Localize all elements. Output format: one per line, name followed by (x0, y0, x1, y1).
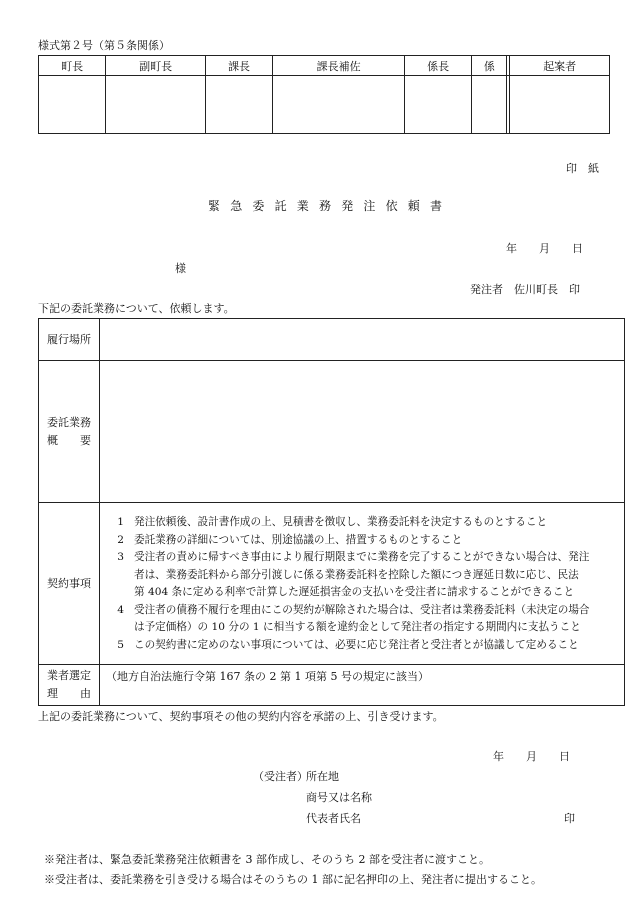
approval-header: 係 (472, 56, 507, 76)
accept-date[interactable]: 年 月 日 (493, 750, 570, 763)
request-table (38, 318, 625, 706)
terms-text: 委託業務の詳細については、別途協議の上、措置するものとすること (134, 533, 463, 546)
seal-box[interactable] (510, 76, 610, 134)
name-label: 商号又は名称 (306, 791, 372, 804)
reason-label (39, 665, 100, 706)
terms-number: 1 (117, 516, 124, 528)
contractor-role: （受注者） (253, 770, 308, 783)
reason-label-line2: 理 由 (47, 687, 91, 700)
approval-header: 課長 (205, 56, 272, 76)
summary-field[interactable] (100, 361, 625, 503)
approval-seal-row (39, 76, 610, 134)
terms-item (100, 532, 624, 550)
terms-text: 第 404 条に定める利率で計算した遅延損害金の支払いを受注者に請求することができること (134, 586, 575, 598)
terms-number: 4 (117, 603, 124, 616)
reason-label-line1: 業者選定 (47, 669, 91, 682)
terms-text: 者は、業務委託料から部分引渡しに係る業務委託料を控除した額につき遅延日数に応じ、民法 (134, 568, 579, 581)
terms-row (39, 503, 625, 665)
terms-number: 2 (117, 533, 124, 546)
terms-item-cont (100, 584, 624, 602)
terms-list (100, 514, 624, 654)
note-1: ※発注者は、緊急委託業務発注依頼書を 3 部作成し、そのうち 2 部を受注者に渡すこと。 (44, 853, 490, 866)
approval-table (38, 55, 610, 134)
terms-item-cont (100, 619, 624, 637)
accept-text: 上記の委託業務について、契約事項その他の契約内容を承諾の上、引き受けます。 (38, 710, 444, 723)
intro-text: 下記の委託業務について、依頼します。 (38, 302, 235, 315)
seal-box[interactable] (106, 76, 206, 134)
seal-box[interactable] (405, 76, 472, 134)
summary-label (39, 361, 100, 503)
terms-number: 3 (117, 551, 124, 563)
approval-header: 町長 (39, 56, 106, 76)
document-title: 緊急委託業務発注依頼書 (208, 199, 453, 213)
stamp-area: 印 紙 (566, 162, 599, 175)
reason-text: （地方自治法施行令第 167 条の 2 第 1 項第 5 号の規定に該当） (106, 670, 429, 683)
approval-header: 起案者 (510, 56, 610, 76)
seal-box[interactable] (273, 76, 405, 134)
address-label: 所在地 (306, 770, 339, 783)
terms-text: 発注依頼後、設計書作成の上、見積書を徴収し、業務委託料を決定するものとすること (134, 516, 548, 528)
rep-label: 代表者氏名 (306, 812, 361, 825)
terms-text: 受注者の責めに帰すべき事由により履行期限までに業務を完了することができない場合は、発注 (134, 551, 590, 563)
form-id: 様式第２号（第５条関係） (38, 39, 170, 52)
approval-header: 係長 (405, 56, 472, 76)
terms-item (100, 637, 624, 655)
approval-header: 課長補佐 (273, 56, 405, 76)
summary-label-line1: 委託業務 (47, 415, 91, 429)
reason-row (39, 665, 625, 706)
seal-box[interactable] (205, 76, 272, 134)
orderer-line: 発注者 佐川町長 印 (470, 283, 580, 296)
terms-text: は予定価格）の 10 分の 1 に相当する額を違約金として発注者の指定する期間内に支払うこと (134, 621, 581, 633)
terms-text: 受注者の債務不履行を理由にこの契約が解除された場合は、受注者は業務委託料（未決定の場合 (134, 603, 590, 616)
terms-item (100, 514, 624, 532)
terms-item-cont (100, 567, 624, 585)
seal-mark: 印 (564, 812, 575, 825)
terms-item (100, 549, 624, 567)
terms-text: この契約書に定めのない事項については、必要に応じ発注者と受注者とが協議して定めること (134, 638, 579, 651)
approval-header: 副町長 (106, 56, 206, 76)
summary-label-line2: 概 要 (47, 433, 91, 447)
summary-row (39, 361, 625, 503)
seal-box[interactable] (472, 76, 507, 134)
seal-box[interactable] (39, 76, 106, 134)
location-row (39, 319, 625, 361)
location-field[interactable] (100, 319, 625, 361)
approval-header-row (39, 56, 610, 76)
terms-content (100, 503, 625, 665)
terms-number: 5 (117, 638, 124, 651)
terms-item (100, 602, 624, 620)
recipient-suffix: 様 (175, 262, 186, 275)
issue-date[interactable]: 年 月 日 (506, 242, 583, 255)
terms-label: 契約事項 (39, 503, 100, 665)
note-2: ※受注者は、委託業務を引き受ける場合はそのうちの 1 部に記名押印の上、発注者に提出すること。 (44, 873, 542, 886)
location-label: 履行場所 (39, 319, 100, 361)
reason-field (100, 665, 625, 706)
